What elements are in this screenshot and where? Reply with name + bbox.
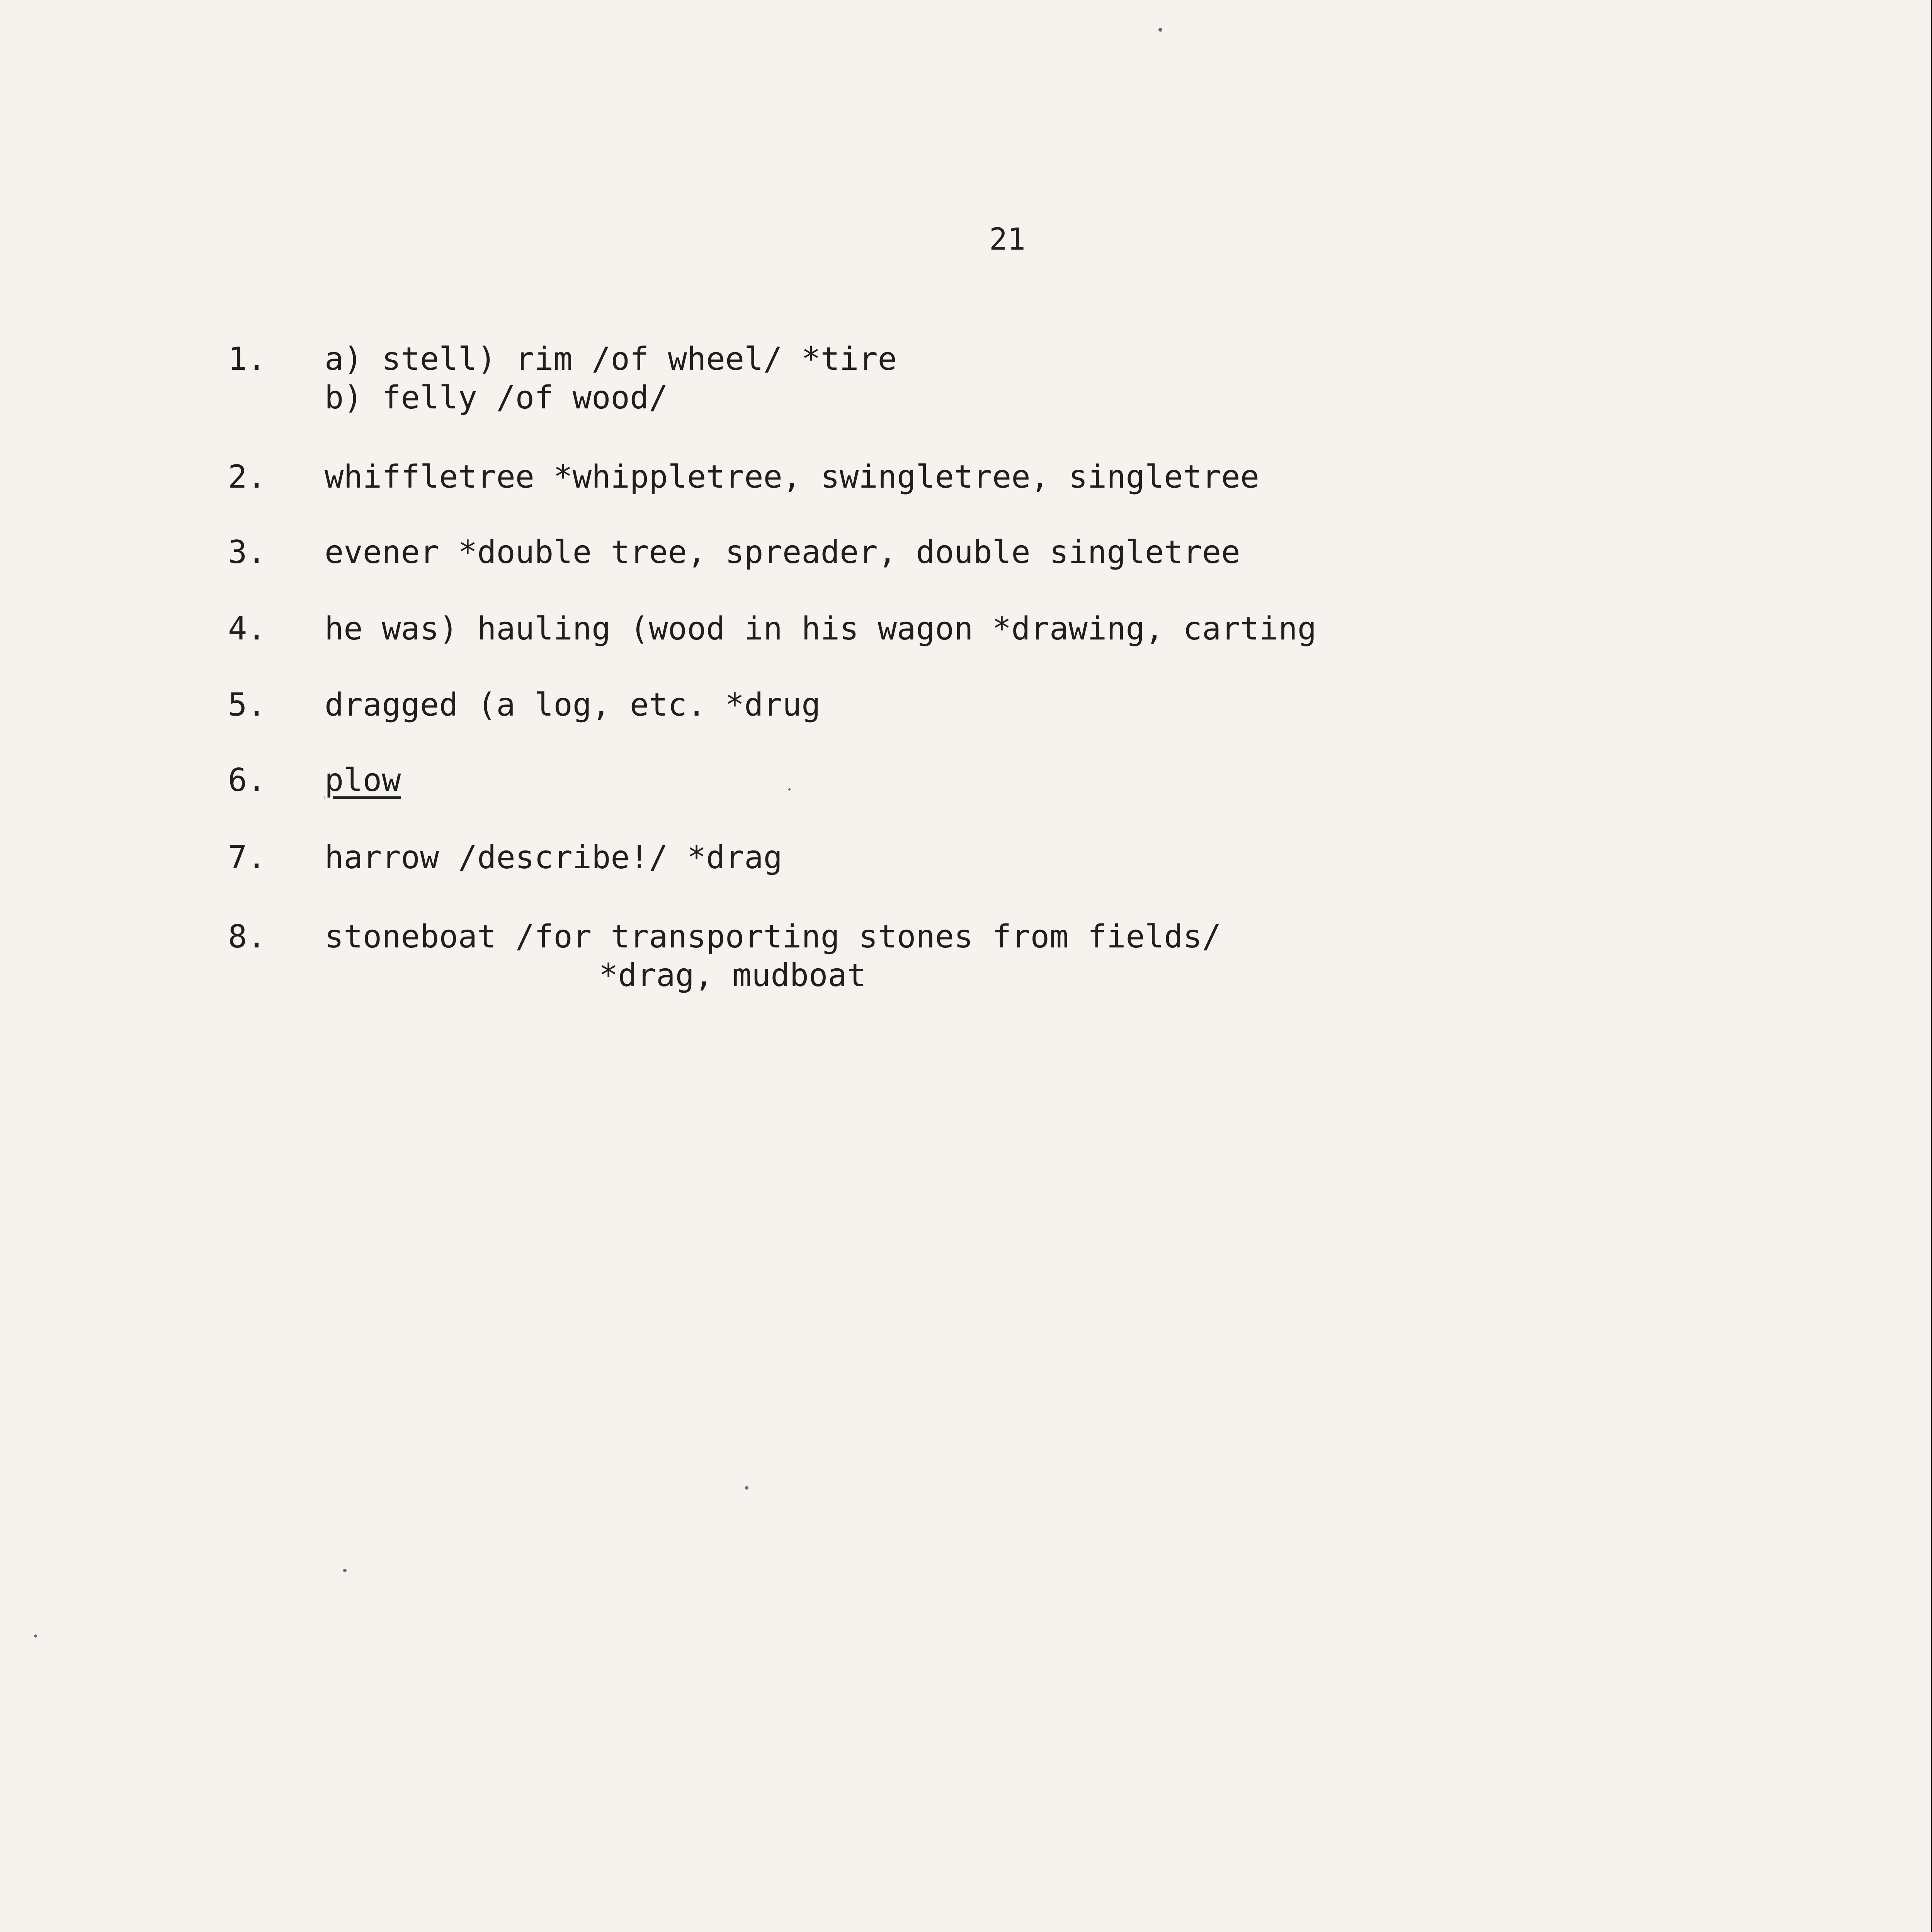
- item-number: 7.: [228, 839, 266, 876]
- item-number: 4.: [228, 611, 266, 647]
- page-number: 21: [989, 222, 1026, 257]
- item-number: 2.: [228, 459, 266, 495]
- item-text: plow: [325, 762, 401, 799]
- scan-speck: [1158, 28, 1162, 32]
- item-number: 8.: [228, 918, 266, 955]
- item-text: a) stell) rim /of wheel/ *tire: [325, 341, 897, 378]
- item-text: he was) hauling (wood in his wagon *drawing, carting: [325, 611, 1317, 647]
- item-text-continued: *drag, mudboat: [599, 957, 866, 994]
- scan-speck: [745, 1486, 748, 1490]
- item-number: 1.: [228, 341, 266, 378]
- item-text: stoneboat /for transporting stones from fields/: [325, 918, 1221, 955]
- scan-speck: [34, 1634, 37, 1638]
- item-number: 5.: [228, 687, 266, 723]
- item-text: whiffletree *whippletree, swingletree, singletree: [325, 459, 1260, 495]
- scan-speck: [788, 788, 791, 791]
- scan-speck: [343, 1569, 347, 1572]
- item-text: evener *double tree, spreader, double singletree: [325, 534, 1240, 571]
- item-text-continued: b) felly /of wood/: [325, 379, 668, 416]
- item-number: 3.: [228, 534, 266, 571]
- item-number: 6.: [228, 762, 266, 799]
- item-text: harrow /describe!/ *drag: [325, 839, 782, 876]
- item-text: dragged (a log, etc. *drug: [325, 687, 821, 723]
